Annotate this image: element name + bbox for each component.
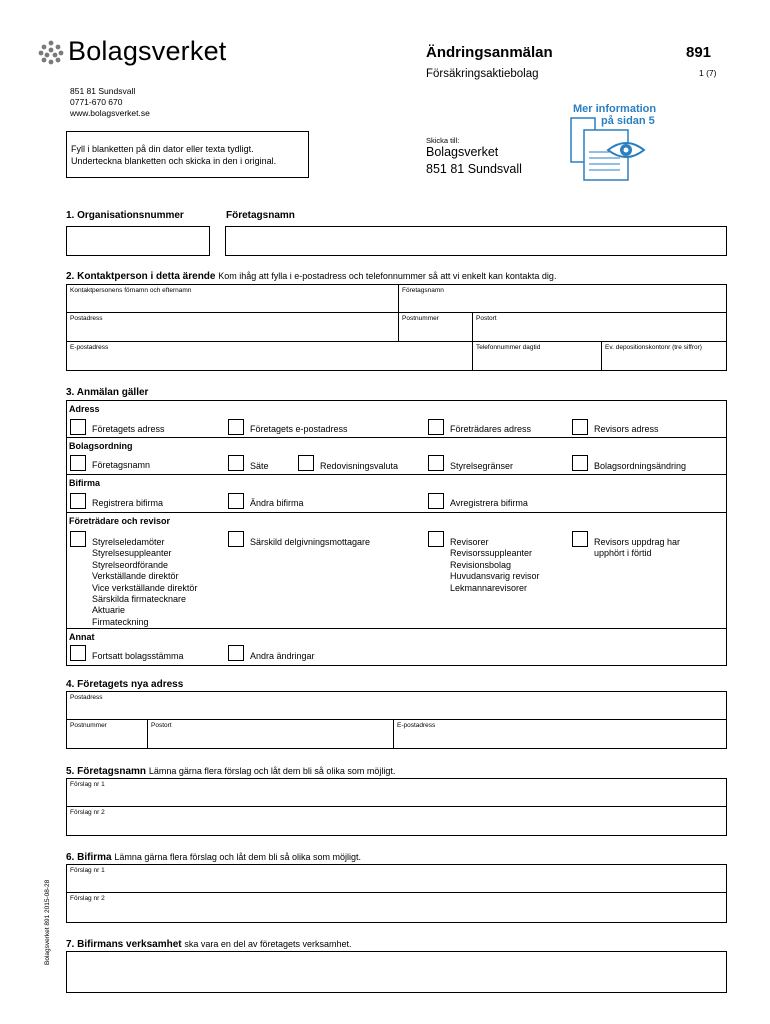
checkbox-company-name[interactable] <box>70 455 86 471</box>
list-item: Aktuarie <box>92 605 126 616</box>
agency-address <box>70 86 150 119</box>
company-name-proposal-1[interactable] <box>66 778 727 807</box>
contact-city-field[interactable] <box>472 312 727 342</box>
group-heading: Företrädare och revisor <box>69 516 171 526</box>
instruction-box <box>66 131 309 178</box>
list-item: Styrelseordförande <box>92 559 169 570</box>
contact-email-field[interactable] <box>66 341 473 371</box>
field-label: Förslag nr 2 <box>70 895 105 902</box>
contact-postal-address-field[interactable] <box>66 312 399 342</box>
section2-heading: 2. Kontaktperson i detta ärende <box>66 271 216 282</box>
checkbox-label: Bolagsordningsändring <box>594 461 687 471</box>
checkbox-auditor-terminated[interactable] <box>572 531 588 547</box>
checkbox-articles-change[interactable] <box>572 455 588 471</box>
section5-note: Lämna gärna flera förslag och låt dem bli så olika som möjligt. <box>148 766 396 776</box>
field-label: Förslag nr 1 <box>70 867 105 874</box>
address-line: 851 81 Sundsvall <box>70 86 136 96</box>
field-label: Postadress <box>70 694 103 701</box>
checkbox-company-email[interactable] <box>228 419 244 435</box>
new-city-field[interactable] <box>147 719 394 749</box>
checkbox-sate[interactable] <box>228 455 244 471</box>
section6-note: Lämna gärna flera förslag och låt dem bli så olika som möjligt. <box>114 852 361 862</box>
section2-title <box>66 271 556 282</box>
group-heading: Adress <box>69 404 100 414</box>
checkbox-label: Redovisningsvaluta <box>320 461 399 471</box>
list-item: Lekmannarevisorer <box>450 582 528 593</box>
group-bifirma <box>66 474 727 513</box>
checkbox-representatives[interactable] <box>70 531 86 547</box>
label-line: upphört i förtid <box>594 548 652 559</box>
field-label: E-postadress <box>397 722 436 729</box>
instruction-line: Underteckna blanketten och skicka in den i original. <box>71 156 277 166</box>
form-title: Ändringsanmälan <box>426 44 553 61</box>
list-item: Styrelseledamöter <box>92 537 165 547</box>
checkbox-label: Avregistrera bifirma <box>450 498 528 508</box>
auditors-list <box>450 537 540 594</box>
field-label: Telefonnummer dagtid <box>476 344 541 351</box>
contact-phone-field[interactable] <box>472 341 602 371</box>
section1-title: 1. Organisationsnummer <box>66 210 184 221</box>
checkbox-label: Ändra bifirma <box>250 498 304 508</box>
checkbox-label: Företrädares adress <box>450 424 532 434</box>
new-email-field[interactable] <box>393 719 727 749</box>
list-item: Revisionsbolag <box>450 559 512 570</box>
section3-title: 3. Anmälan gäller <box>66 387 149 398</box>
checkbox-label: Företagets e-postadress <box>250 424 348 434</box>
deposit-account-field[interactable] <box>601 341 727 371</box>
label-line: Revisors uppdrag har <box>594 537 681 547</box>
list-item: Styrelsesuppleanter <box>92 548 172 559</box>
checkbox-label: Fortsatt bolagsstämma <box>92 651 184 661</box>
checkbox-service-recipient[interactable] <box>228 531 244 547</box>
secondary-name-business-field[interactable] <box>66 951 727 993</box>
representatives-list <box>92 537 197 628</box>
section5-heading: 5. Företagsnamn <box>66 766 147 777</box>
field-label: Företagsnamn <box>402 287 444 294</box>
org-number-field[interactable] <box>66 226 210 256</box>
logo-text: Bolagsverket <box>68 36 227 66</box>
checkbox-label: Revisors adress <box>594 424 659 434</box>
section6-title <box>66 852 361 863</box>
list-item: Verkställande direktör <box>92 571 179 582</box>
checkbox-auditor-address[interactable] <box>572 419 588 435</box>
more-info-icon <box>568 102 672 182</box>
section2-note: Kom ihåg att fylla i e-postadress och telefonnummer så att vi enkelt kan kontakta dig. <box>218 271 557 281</box>
section7-title <box>66 939 352 950</box>
field-label: Kontaktpersonens förnamn och efternamn <box>70 287 192 294</box>
checkbox-register-secondary-name[interactable] <box>70 493 86 509</box>
list-item: Vice verkställande direktör <box>92 582 198 593</box>
list-item: Huvudansvarig revisor <box>450 571 540 582</box>
field-label: E-postadress <box>70 344 109 351</box>
group-heading: Bolagsordning <box>69 441 133 451</box>
page-number: 1 (7) <box>699 68 717 78</box>
contact-name-field[interactable] <box>66 284 399 313</box>
secondary-name-proposal-1[interactable] <box>66 864 727 893</box>
checkbox-auditors[interactable] <box>428 531 444 547</box>
form-number: 891 <box>686 44 712 61</box>
field-label: Förslag nr 2 <box>70 809 105 816</box>
more-info-line-2: på sidan 5 <box>601 115 655 127</box>
group-heading: Annat <box>69 632 95 642</box>
checkbox-company-address[interactable] <box>70 419 86 435</box>
new-postal-code-field[interactable] <box>66 719 148 749</box>
company-name-proposal-2[interactable] <box>66 806 727 836</box>
form-subtitle: Försäkringsaktiebolag <box>426 68 539 80</box>
checkbox-label: Styrelsegränser <box>450 461 514 471</box>
checkbox-label: Andra ändringar <box>250 651 315 661</box>
company-name-field[interactable] <box>225 226 727 256</box>
section4-title: 4. Företagets nya adress <box>66 679 184 690</box>
website-line[interactable]: www.bolagsverket.se <box>70 108 150 118</box>
checkbox-other-changes[interactable] <box>228 645 244 661</box>
list-item: Revisorer <box>450 537 489 547</box>
contact-company-field[interactable] <box>398 284 727 313</box>
logo-icon <box>38 40 64 66</box>
field-label: Förslag nr 1 <box>70 781 105 788</box>
checkbox-board-limits[interactable] <box>428 455 444 471</box>
form-version-text: Bolagsverket 891 2015-08-28 <box>44 879 51 965</box>
field-label: Postort <box>151 722 172 729</box>
checkbox-change-secondary-name[interactable] <box>228 493 244 509</box>
section7-heading: 7. Bifirmans verksamhet <box>66 939 182 950</box>
section5-title <box>66 766 395 777</box>
group-heading: Bifirma <box>69 478 101 488</box>
checkbox-label: Registrera bifirma <box>92 498 164 508</box>
section7-note: ska vara en del av företagets verksamhet. <box>184 939 352 949</box>
more-info-line-1: Mer information <box>573 103 657 115</box>
field-label: Postadress <box>70 315 103 322</box>
instruction-line: Fyll i blanketten på din dator eller texta tydligt. <box>71 144 254 154</box>
new-postal-address-field[interactable] <box>66 691 727 720</box>
checkbox-label: Företagets adress <box>92 424 165 434</box>
checkbox-deregister-secondary-name[interactable] <box>428 493 444 509</box>
company-name-label: Företagsnamn <box>226 210 295 221</box>
list-item: Särskilda firmatecknare <box>92 594 187 605</box>
checkbox-continued-meeting[interactable] <box>70 645 86 661</box>
field-label: Postnummer <box>70 722 107 729</box>
section6-heading: 6. Bifirma <box>66 852 112 863</box>
contact-postal-code-field[interactable] <box>398 312 473 342</box>
list-item: Firmateckning <box>92 616 149 627</box>
field-label: Postort <box>476 315 497 322</box>
secondary-name-proposal-2[interactable] <box>66 892 727 923</box>
send-to-label: Skicka till: <box>426 136 460 145</box>
list-item: Revisorssuppleanter <box>450 548 533 559</box>
send-to-city: 851 81 Sundsvall <box>426 162 522 176</box>
checkbox-label: Särskild delgivningsmottagare <box>250 537 371 547</box>
field-label: Ev. depositionskontonr (tre siffror) <box>605 344 702 351</box>
checkbox-representative-address[interactable] <box>428 419 444 435</box>
checkbox-label: Säte <box>250 461 269 471</box>
phone-line: 0771-670 670 <box>70 97 123 107</box>
auditor-terminated-label <box>594 537 680 560</box>
field-label: Postnummer <box>402 315 439 322</box>
checkbox-currency[interactable] <box>298 455 314 471</box>
checkbox-label: Företagsnamn <box>92 460 151 470</box>
send-to-name: Bolagsverket <box>426 145 499 159</box>
